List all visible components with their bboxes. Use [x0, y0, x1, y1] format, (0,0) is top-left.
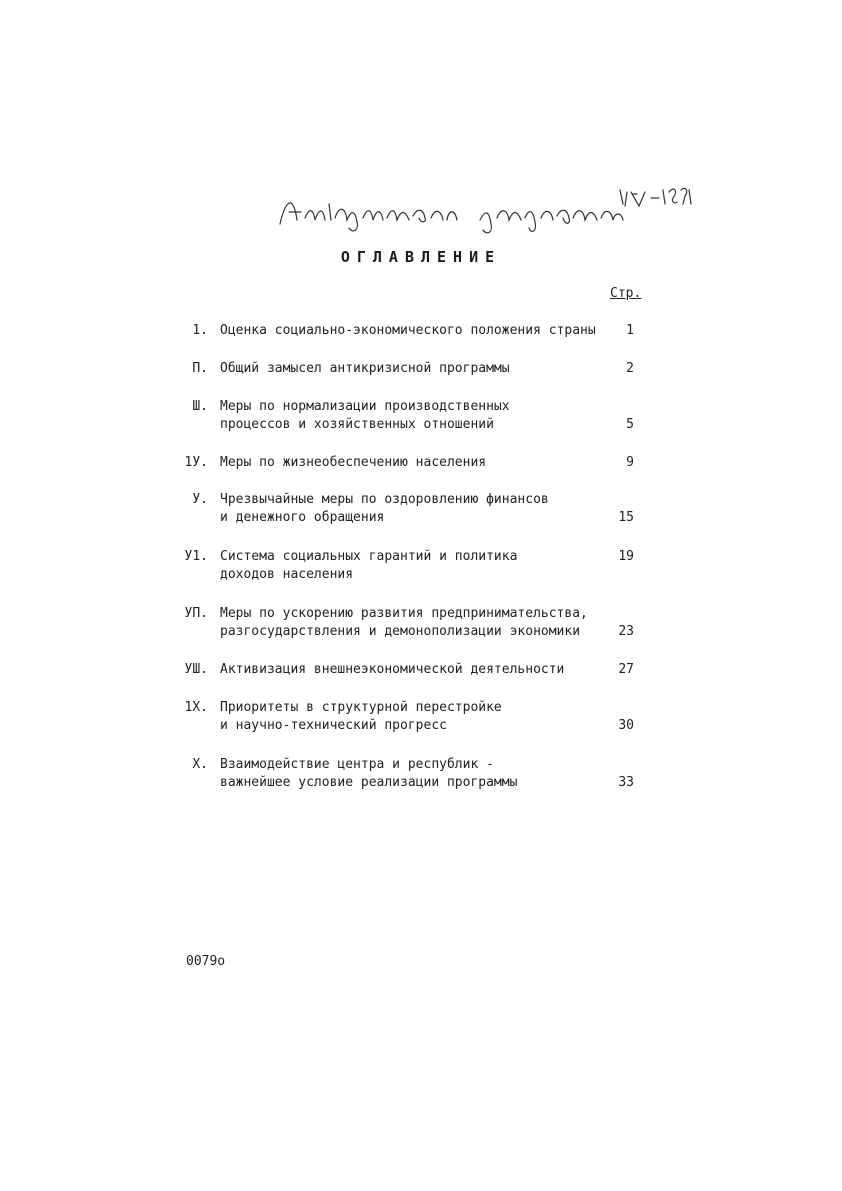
- toc-title: Взаимодействие центра и республик - важнейшее условие реализации программы: [220, 757, 518, 790]
- handwritten-annotation: [275, 182, 695, 242]
- toc-page: 30: [618, 718, 634, 733]
- toc-page: 15: [618, 510, 634, 525]
- page-title: ОГЛАВЛЕНИЕ: [340, 248, 502, 266]
- toc-title: Активизация внешнеэкономической деятельности: [220, 662, 565, 677]
- toc-title: Чрезвычайные меры по оздоровлению финансов и денежного обращения: [220, 492, 549, 525]
- toc-title: Система социальных гарантий и политика доходов населения: [220, 549, 518, 582]
- toc-number: Ш.: [192, 399, 208, 414]
- toc-page: 5: [626, 417, 634, 432]
- toc-page: 27: [618, 662, 634, 677]
- toc-number: У1.: [184, 549, 208, 564]
- toc-number: У.: [192, 492, 208, 507]
- document-code: 0079о: [186, 954, 226, 969]
- toc-number: УШ.: [184, 662, 208, 677]
- handwritten-signature-icon: [275, 182, 695, 242]
- toc-title: Меры по ускорению развития предпринимательства, разгосударствления и демонополизации экономики: [220, 606, 588, 639]
- toc-page: 19: [618, 549, 634, 564]
- toc-number: 1Х.: [184, 700, 208, 715]
- toc-number: П.: [192, 361, 208, 376]
- toc-page: 33: [618, 775, 634, 790]
- toc-page: 23: [618, 624, 634, 639]
- toc-page: 2: [626, 361, 634, 376]
- page-column-label: Стр.: [610, 286, 642, 301]
- toc-number: 1.: [192, 323, 208, 338]
- toc-title: Меры по нормализации производственных процессов и хозяйственных отношений: [220, 399, 510, 432]
- toc-page: 1: [626, 323, 634, 338]
- toc-page: 9: [626, 455, 634, 470]
- toc-number: 1У.: [184, 455, 208, 470]
- toc-number: Х.: [192, 757, 208, 772]
- toc-number: УП.: [184, 606, 208, 621]
- toc-title: Оценка социально-экономического положения страны: [220, 323, 596, 338]
- toc-title: Общий замысел антикризисной программы: [220, 361, 510, 376]
- toc-title: Приоритеты в структурной перестройке и научно-технический прогресс: [220, 700, 502, 733]
- toc-title: Меры по жизнеобеспечению населения: [220, 455, 487, 470]
